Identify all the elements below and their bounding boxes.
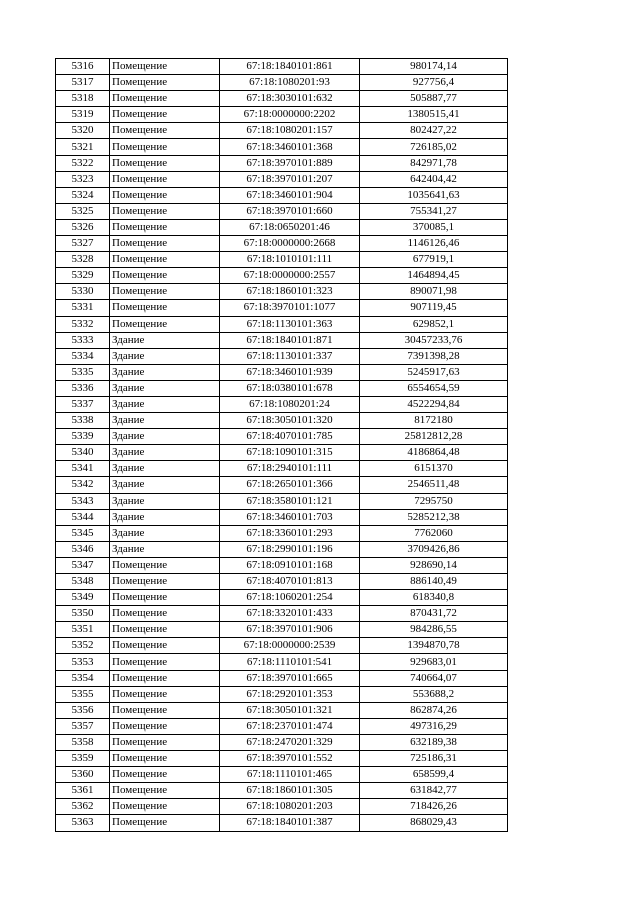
cadastral-value-cell: 980174,14 — [360, 59, 508, 75]
cadastral-value-cell: 1380515,41 — [360, 107, 508, 123]
cadastral-value-cell: 553688,2 — [360, 686, 508, 702]
table-row — [56, 348, 508, 364]
row-number-cell: 5325 — [56, 203, 110, 219]
row-number-cell: 5332 — [56, 316, 110, 332]
cadastral-number-cell: 67:18:1060201:254 — [220, 590, 360, 606]
row-number-cell: 5351 — [56, 622, 110, 638]
table-row — [56, 734, 508, 750]
cadastral-value-cell: 842971,78 — [360, 155, 508, 171]
row-number-cell: 5337 — [56, 396, 110, 412]
row-number-cell: 5329 — [56, 268, 110, 284]
row-number-cell: 5316 — [56, 59, 110, 75]
object-type-cell: Помещение — [110, 702, 220, 718]
cadastral-number-cell: 67:18:2940101:111 — [220, 461, 360, 477]
table-row — [56, 477, 508, 493]
cadastral-number-cell: 67:18:2650101:366 — [220, 477, 360, 493]
table-row — [56, 702, 508, 718]
object-type-cell: Помещение — [110, 767, 220, 783]
row-number-cell: 5333 — [56, 332, 110, 348]
table-row — [56, 461, 508, 477]
table-body — [56, 59, 508, 832]
cadastral-value-cell: 726185,02 — [360, 139, 508, 155]
cadastral-number-cell: 67:18:3970101:889 — [220, 155, 360, 171]
cadastral-number-cell: 67:18:3460101:904 — [220, 187, 360, 203]
row-number-cell: 5349 — [56, 590, 110, 606]
row-number-cell: 5360 — [56, 767, 110, 783]
object-type-cell: Помещение — [110, 670, 220, 686]
row-number-cell: 5340 — [56, 445, 110, 461]
table-row — [56, 654, 508, 670]
cadastral-number-cell: 67:18:0000000:2557 — [220, 268, 360, 284]
table-row — [56, 59, 508, 75]
object-type-cell: Помещение — [110, 252, 220, 268]
table-row — [56, 380, 508, 396]
cadastral-number-cell: 67:18:1010101:111 — [220, 252, 360, 268]
table-row — [56, 509, 508, 525]
cadastral-number-cell: 67:18:3970101:207 — [220, 171, 360, 187]
object-type-cell: Помещение — [110, 815, 220, 831]
table-row — [56, 252, 508, 268]
object-type-cell: Помещение — [110, 622, 220, 638]
row-number-cell: 5322 — [56, 155, 110, 171]
object-type-cell: Помещение — [110, 171, 220, 187]
table-row — [56, 751, 508, 767]
row-number-cell: 5331 — [56, 300, 110, 316]
cadastral-number-cell: 67:18:1130101:337 — [220, 348, 360, 364]
object-type-cell: Помещение — [110, 139, 220, 155]
table-row — [56, 364, 508, 380]
cadastral-value-cell: 497316,29 — [360, 718, 508, 734]
object-type-cell: Помещение — [110, 75, 220, 91]
table-row — [56, 767, 508, 783]
row-number-cell: 5347 — [56, 557, 110, 573]
cadastral-value-cell: 3709426,86 — [360, 541, 508, 557]
cadastral-value-cell: 505887,77 — [360, 91, 508, 107]
row-number-cell: 5352 — [56, 638, 110, 654]
table-row — [56, 107, 508, 123]
table-row — [56, 413, 508, 429]
row-number-cell: 5338 — [56, 413, 110, 429]
cadastral-value-cell: 642404,42 — [360, 171, 508, 187]
cadastral-number-cell: 67:18:2920101:353 — [220, 686, 360, 702]
table-row — [56, 686, 508, 702]
cadastral-number-cell: 67:18:3970101:906 — [220, 622, 360, 638]
cadastral-value-cell: 718426,26 — [360, 799, 508, 815]
object-type-cell: Помещение — [110, 638, 220, 654]
row-number-cell: 5348 — [56, 574, 110, 590]
cadastral-number-cell: 67:18:2370101:474 — [220, 718, 360, 734]
row-number-cell: 5336 — [56, 380, 110, 396]
cadastral-value-cell: 740664,07 — [360, 670, 508, 686]
cadastral-value-cell: 907119,45 — [360, 300, 508, 316]
table-row — [56, 155, 508, 171]
row-number-cell: 5323 — [56, 171, 110, 187]
object-type-cell: Помещение — [110, 783, 220, 799]
cadastral-number-cell: 67:18:1840101:861 — [220, 59, 360, 75]
cadastral-number-cell: 67:18:3970101:552 — [220, 751, 360, 767]
cadastral-value-cell: 6554654,59 — [360, 380, 508, 396]
row-number-cell: 5350 — [56, 606, 110, 622]
row-number-cell: 5344 — [56, 509, 110, 525]
object-type-cell: Помещение — [110, 557, 220, 573]
table-row — [56, 445, 508, 461]
object-type-cell: Помещение — [110, 236, 220, 252]
cadastral-number-cell: 67:18:0650201:46 — [220, 219, 360, 235]
cadastral-number-cell: 67:18:2990101:196 — [220, 541, 360, 557]
table-row — [56, 75, 508, 91]
table-row — [56, 203, 508, 219]
cadastral-value-cell: 755341,27 — [360, 203, 508, 219]
table-row — [56, 783, 508, 799]
row-number-cell: 5321 — [56, 139, 110, 155]
row-number-cell: 5317 — [56, 75, 110, 91]
table-row — [56, 396, 508, 412]
table-row — [56, 622, 508, 638]
cadastral-value-cell: 870431,72 — [360, 606, 508, 622]
table-row — [56, 236, 508, 252]
cadastral-number-cell: 67:18:1110101:541 — [220, 654, 360, 670]
cadastral-number-cell: 67:18:1840101:387 — [220, 815, 360, 831]
cadastral-value-cell: 30457233,76 — [360, 332, 508, 348]
object-type-cell: Помещение — [110, 300, 220, 316]
object-type-cell: Здание — [110, 493, 220, 509]
table-row — [56, 799, 508, 815]
table-row — [56, 316, 508, 332]
cadastral-value-cell: 886140,49 — [360, 574, 508, 590]
object-type-cell: Помещение — [110, 91, 220, 107]
table-row — [56, 718, 508, 734]
row-number-cell: 5343 — [56, 493, 110, 509]
cadastral-value-table — [55, 58, 508, 832]
row-number-cell: 5320 — [56, 123, 110, 139]
row-number-cell: 5327 — [56, 236, 110, 252]
table-row — [56, 493, 508, 509]
object-type-cell: Здание — [110, 525, 220, 541]
cadastral-value-cell: 2546511,48 — [360, 477, 508, 493]
row-number-cell: 5324 — [56, 187, 110, 203]
cadastral-number-cell: 67:18:0000000:2668 — [220, 236, 360, 252]
cadastral-value-cell: 632189,38 — [360, 734, 508, 750]
cadastral-number-cell: 67:18:2470201:329 — [220, 734, 360, 750]
table-row — [56, 557, 508, 573]
cadastral-number-cell: 67:18:4070101:813 — [220, 574, 360, 590]
cadastral-number-cell: 67:18:1080201:157 — [220, 123, 360, 139]
cadastral-value-cell: 4522294,84 — [360, 396, 508, 412]
row-number-cell: 5357 — [56, 718, 110, 734]
cadastral-value-cell: 984286,55 — [360, 622, 508, 638]
object-type-cell: Помещение — [110, 734, 220, 750]
object-type-cell: Помещение — [110, 107, 220, 123]
object-type-cell: Помещение — [110, 59, 220, 75]
object-type-cell: Помещение — [110, 606, 220, 622]
cadastral-number-cell: 67:18:4070101:785 — [220, 429, 360, 445]
cadastral-number-cell: 67:18:1840101:871 — [220, 332, 360, 348]
cadastral-value-cell: 927756,4 — [360, 75, 508, 91]
object-type-cell: Здание — [110, 477, 220, 493]
object-type-cell: Помещение — [110, 574, 220, 590]
object-type-cell: Здание — [110, 445, 220, 461]
object-type-cell: Здание — [110, 509, 220, 525]
object-type-cell: Помещение — [110, 590, 220, 606]
object-type-cell: Помещение — [110, 187, 220, 203]
cadastral-number-cell: 67:18:0380101:678 — [220, 380, 360, 396]
cadastral-value-cell: 5285212,38 — [360, 509, 508, 525]
row-number-cell: 5318 — [56, 91, 110, 107]
cadastral-value-cell: 677919,1 — [360, 252, 508, 268]
row-number-cell: 5361 — [56, 783, 110, 799]
cadastral-number-cell: 67:18:1860101:305 — [220, 783, 360, 799]
cadastral-value-cell: 7391398,28 — [360, 348, 508, 364]
cadastral-value-cell: 1146126,46 — [360, 236, 508, 252]
cadastral-number-cell: 67:18:1130101:363 — [220, 316, 360, 332]
row-number-cell: 5330 — [56, 284, 110, 300]
table-row — [56, 525, 508, 541]
table-row — [56, 284, 508, 300]
object-type-cell: Помещение — [110, 654, 220, 670]
cadastral-value-cell: 929683,01 — [360, 654, 508, 670]
cadastral-value-cell: 658599,4 — [360, 767, 508, 783]
cadastral-number-cell: 67:18:1090101:315 — [220, 445, 360, 461]
row-number-cell: 5363 — [56, 815, 110, 831]
row-number-cell: 5328 — [56, 252, 110, 268]
cadastral-value-cell: 4186864,48 — [360, 445, 508, 461]
row-number-cell: 5356 — [56, 702, 110, 718]
cadastral-value-cell: 7762060 — [360, 525, 508, 541]
cadastral-value-cell: 618340,8 — [360, 590, 508, 606]
cadastral-number-cell: 67:18:1080201:93 — [220, 75, 360, 91]
table-row — [56, 670, 508, 686]
cadastral-value-cell: 890071,98 — [360, 284, 508, 300]
cadastral-number-cell: 67:18:0000000:2202 — [220, 107, 360, 123]
object-type-cell: Здание — [110, 332, 220, 348]
object-type-cell: Здание — [110, 541, 220, 557]
row-number-cell: 5339 — [56, 429, 110, 445]
cadastral-number-cell: 67:18:0000000:2539 — [220, 638, 360, 654]
cadastral-value-cell: 928690,14 — [360, 557, 508, 573]
cadastral-value-cell: 25812812,28 — [360, 429, 508, 445]
cadastral-number-cell: 67:18:3580101:121 — [220, 493, 360, 509]
object-type-cell: Помещение — [110, 284, 220, 300]
object-type-cell: Помещение — [110, 686, 220, 702]
cadastral-number-cell: 67:18:1860101:323 — [220, 284, 360, 300]
cadastral-value-cell: 370085,1 — [360, 219, 508, 235]
cadastral-number-cell: 67:18:1080201:24 — [220, 396, 360, 412]
table-row — [56, 638, 508, 654]
cadastral-value-cell: 1394870,78 — [360, 638, 508, 654]
cadastral-number-cell: 67:18:3970101:660 — [220, 203, 360, 219]
cadastral-number-cell: 67:18:3460101:939 — [220, 364, 360, 380]
object-type-cell: Помещение — [110, 123, 220, 139]
cadastral-value-cell: 725186,31 — [360, 751, 508, 767]
object-type-cell: Помещение — [110, 219, 220, 235]
object-type-cell: Здание — [110, 429, 220, 445]
object-type-cell: Помещение — [110, 751, 220, 767]
cadastral-value-cell: 629852,1 — [360, 316, 508, 332]
object-type-cell: Здание — [110, 413, 220, 429]
object-type-cell: Помещение — [110, 718, 220, 734]
object-type-cell: Помещение — [110, 268, 220, 284]
row-number-cell: 5359 — [56, 751, 110, 767]
object-type-cell: Здание — [110, 380, 220, 396]
cadastral-value-cell: 1464894,45 — [360, 268, 508, 284]
row-number-cell: 5326 — [56, 219, 110, 235]
table-row — [56, 541, 508, 557]
table-row — [56, 429, 508, 445]
row-number-cell: 5353 — [56, 654, 110, 670]
cadastral-number-cell: 67:18:3030101:632 — [220, 91, 360, 107]
object-type-cell: Помещение — [110, 799, 220, 815]
row-number-cell: 5335 — [56, 364, 110, 380]
cadastral-number-cell: 67:18:3460101:703 — [220, 509, 360, 525]
table-row — [56, 219, 508, 235]
cadastral-number-cell: 67:18:3050101:321 — [220, 702, 360, 718]
row-number-cell: 5319 — [56, 107, 110, 123]
cadastral-number-cell: 67:18:1080201:203 — [220, 799, 360, 815]
table-row — [56, 139, 508, 155]
table-row — [56, 171, 508, 187]
table-row — [56, 187, 508, 203]
object-type-cell: Помещение — [110, 316, 220, 332]
cadastral-value-cell: 8172180 — [360, 413, 508, 429]
table-row — [56, 268, 508, 284]
cadastral-number-cell: 67:18:1110101:465 — [220, 767, 360, 783]
cadastral-value-cell: 868029,43 — [360, 815, 508, 831]
cadastral-number-cell: 67:18:3460101:368 — [220, 139, 360, 155]
table-row — [56, 123, 508, 139]
cadastral-value-cell: 5245917,63 — [360, 364, 508, 380]
table-row — [56, 590, 508, 606]
table-row — [56, 332, 508, 348]
table-row — [56, 815, 508, 831]
cadastral-value-cell: 631842,77 — [360, 783, 508, 799]
object-type-cell: Здание — [110, 396, 220, 412]
table-row — [56, 300, 508, 316]
row-number-cell: 5354 — [56, 670, 110, 686]
row-number-cell: 5342 — [56, 477, 110, 493]
object-type-cell: Здание — [110, 348, 220, 364]
row-number-cell: 5362 — [56, 799, 110, 815]
object-type-cell: Здание — [110, 461, 220, 477]
row-number-cell: 5346 — [56, 541, 110, 557]
table-row — [56, 574, 508, 590]
object-type-cell: Здание — [110, 364, 220, 380]
cadastral-number-cell: 67:18:3970101:665 — [220, 670, 360, 686]
cadastral-number-cell: 67:18:3320101:433 — [220, 606, 360, 622]
cadastral-number-cell: 67:18:3050101:320 — [220, 413, 360, 429]
cadastral-value-cell: 1035641,63 — [360, 187, 508, 203]
table-row — [56, 91, 508, 107]
row-number-cell: 5355 — [56, 686, 110, 702]
cadastral-value-cell: 802427,22 — [360, 123, 508, 139]
cadastral-number-cell: 67:18:3970101:1077 — [220, 300, 360, 316]
cadastral-number-cell: 67:18:3360101:293 — [220, 525, 360, 541]
object-type-cell: Помещение — [110, 155, 220, 171]
row-number-cell: 5358 — [56, 734, 110, 750]
cadastral-number-cell: 67:18:0910101:168 — [220, 557, 360, 573]
row-number-cell: 5345 — [56, 525, 110, 541]
cadastral-value-cell: 6151370 — [360, 461, 508, 477]
cadastral-value-cell: 862874,26 — [360, 702, 508, 718]
table-row — [56, 606, 508, 622]
row-number-cell: 5341 — [56, 461, 110, 477]
object-type-cell: Помещение — [110, 203, 220, 219]
cadastral-value-cell: 7295750 — [360, 493, 508, 509]
row-number-cell: 5334 — [56, 348, 110, 364]
